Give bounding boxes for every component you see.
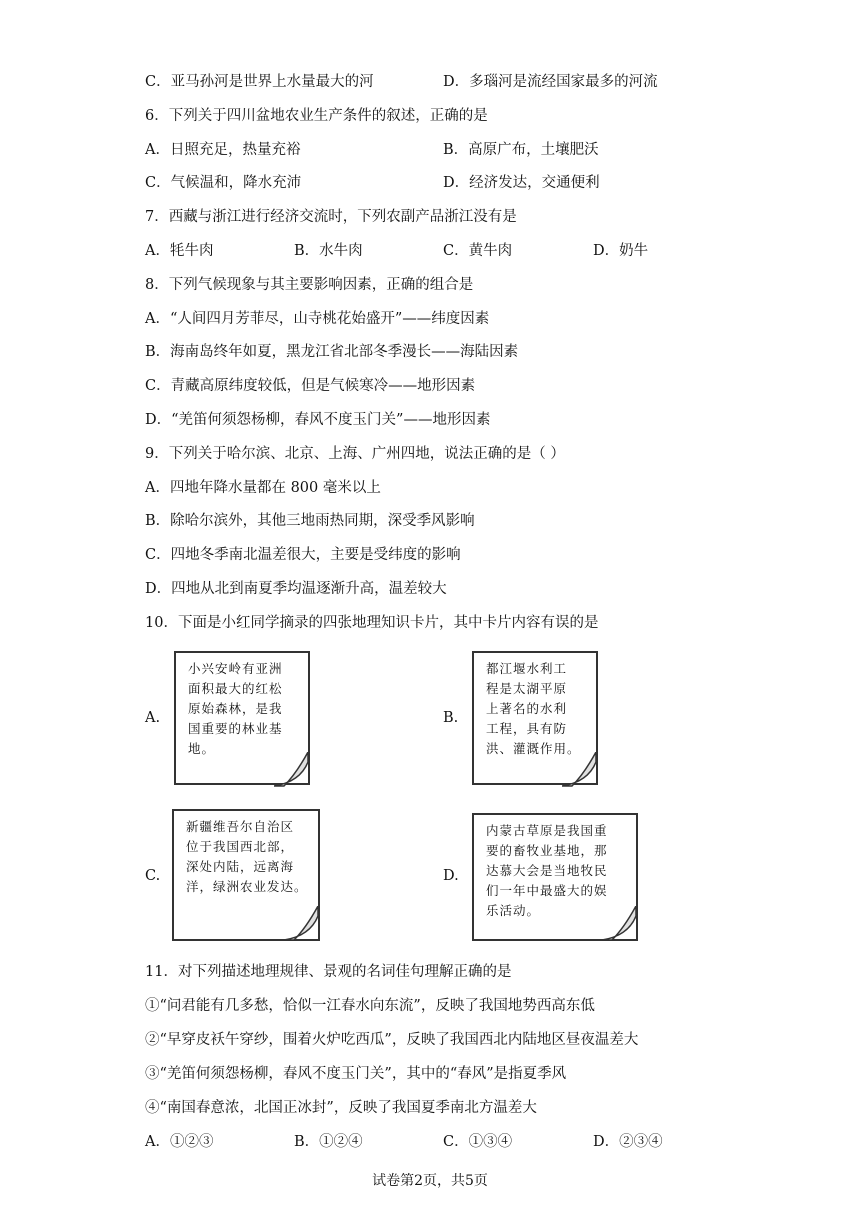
page-curl-icon: [562, 752, 600, 788]
page-curl-icon: [284, 906, 322, 942]
q7-option-d: D．奶牛: [593, 243, 649, 259]
q9-option-c: C．四地冬季南北温差很大，主要是受纬度的影响: [145, 547, 461, 563]
q9-stem: 9．下列关于哈尔滨、北京、上海、广州四地，说法正确的是（ ）: [145, 446, 565, 462]
q11-option-c: C．①③④: [443, 1134, 513, 1150]
q6-option-a: A．日照充足，热量充裕: [145, 142, 301, 158]
q9-option-a: A．四地年降水量都在 800 毫米以上: [145, 480, 381, 496]
q6-option-c: C．气候温和，降水充沛: [145, 175, 302, 191]
q7-stem: 7．西藏与浙江进行经济交流时，下列农副产品浙江没有是: [145, 209, 517, 225]
q11-statement-1: ①“问君能有几多愁，恰似一江春水向东流”，反映了我国地势西高东低: [145, 998, 595, 1014]
q11-statement-2: ②“早穿皮袄午穿纱，围着火炉吃西瓜”，反映了我国西北内陆地区昼夜温差大: [145, 1032, 639, 1048]
q9-option-d: D．四地从北到南夏季均温逐渐升高，温差较大: [145, 581, 447, 597]
q10-card-c: 新疆维吾尔自治区 位于我国西北部， 深处内陆，远离海 洋，绿洲农业发达。: [172, 809, 320, 941]
q6-option-d: D．经济发达，交通便利: [443, 175, 600, 191]
page-curl-icon: [602, 906, 640, 942]
q10-label-b: B.: [443, 710, 459, 726]
q11-option-b: B．①②④: [294, 1134, 363, 1150]
q8-option-b: B．海南岛终年如夏，黑龙江省北部冬季漫长——海陆因素: [145, 344, 519, 360]
q11-statement-3: ③“羌笛何须怨杨柳，春风不度玉门关”，其中的“春风”是指夏季风: [145, 1066, 567, 1082]
q10-stem: 10．下面是小红同学摘录的四张地理知识卡片，其中卡片内容有误的是: [145, 615, 599, 631]
q7-option-c: C．黄牛肉: [443, 243, 513, 259]
q7-option-b: B．水牛肉: [294, 243, 363, 259]
q6-option-b: B．高原广布，土壤肥沃: [443, 142, 599, 158]
q8-stem: 8．下列气候现象与其主要影响因素，正确的组合是: [145, 277, 474, 293]
q5-option-c: C．亚马孙河是世界上水量最大的河: [145, 74, 374, 90]
q8-option-a: A．“人间四月芳菲尽，山寺桃花始盛开”——纬度因素: [145, 311, 490, 327]
q10-card-d: 内蒙古草原是我国重 要的畜牧业基地，那 达慕大会是当地牧民 们一年中最盛大的娱 乐活动。: [472, 813, 638, 941]
q5-option-d: D．多瑙河是流经国家最多的河流: [443, 74, 658, 90]
q11-stem: 11．对下列描述地理规律、景观的名词佳句理解正确的是: [145, 964, 512, 980]
q11-option-a: A．①②③: [145, 1134, 214, 1150]
q10-card-b: 都江堰水利工 程是太湖平原 上著名的水利 工程，具有防 洪、灌溉作用。: [472, 651, 598, 785]
q7-option-a: A．牦牛肉: [145, 243, 214, 259]
q10-label-a: A.: [145, 710, 161, 726]
q10-label-d: D.: [443, 868, 459, 884]
q10-label-c: C.: [145, 868, 161, 884]
q8-option-c: C．青藏高原纬度较低，但是气候寒冷——地形因素: [145, 378, 476, 394]
q11-option-d: D．②③④: [593, 1134, 663, 1150]
q6-stem: 6．下列关于四川盆地农业生产条件的叙述，正确的是: [145, 108, 488, 124]
page-footer: 试卷第2页，共5页: [372, 1173, 488, 1189]
q8-option-d: D．“羌笛何须怨杨柳，春风不度玉门关”——地形因素: [145, 412, 491, 428]
q9-option-b: B．除哈尔滨外，其他三地雨热同期，深受季风影响: [145, 513, 475, 529]
q10-card-a: 小兴安岭有亚洲 面积最大的红松 原始森林，是我 国重要的林业基 地。: [174, 651, 310, 785]
page-curl-icon: [274, 752, 312, 788]
q11-statement-4: ④“南国春意浓，北国正冰封”，反映了我国夏季南北方温差大: [145, 1100, 537, 1116]
